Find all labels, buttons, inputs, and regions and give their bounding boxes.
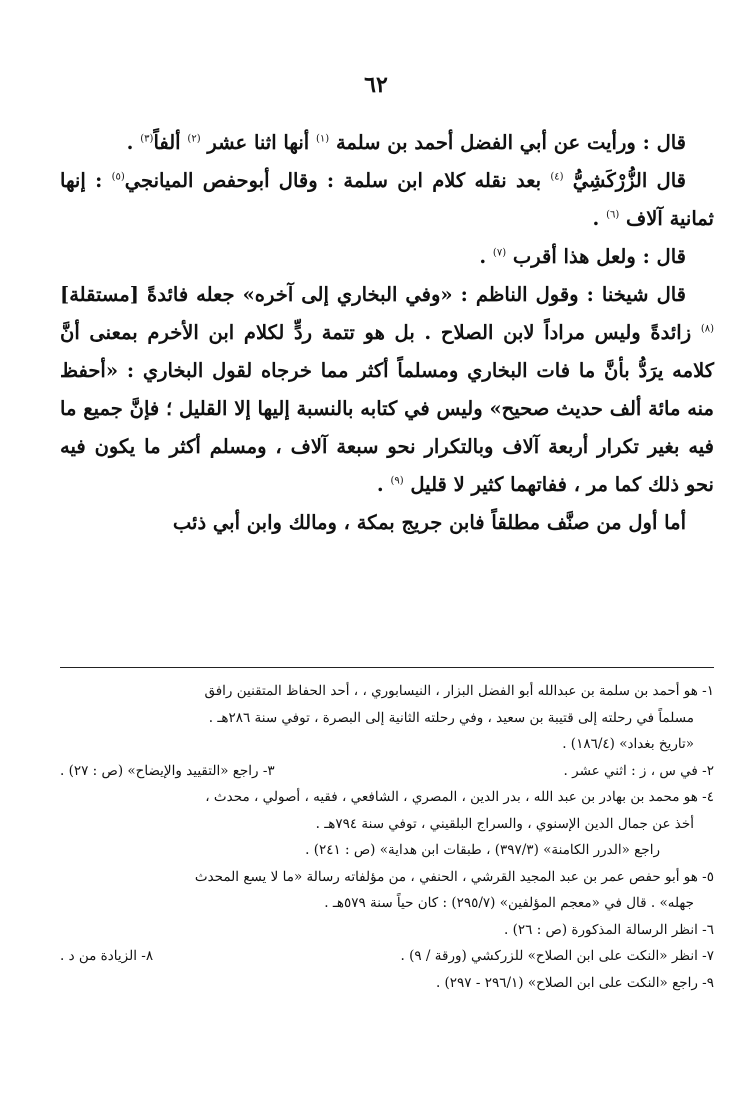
footnote-1-cont: مسلماً في رحلته إلى قتيبة بن سعيد ، وفي رحلته الثانية إلى البصرة ، توفي سنة ٢٨٦هـ . — [208, 709, 694, 726]
paragraph-3: قال : ولعل هذا أقرب $^{(٧)}$ . — [479, 245, 686, 268]
footnote-ref-9[interactable]: (٩) — [390, 475, 404, 487]
footnote-ref-5[interactable]: (٥) — [111, 171, 125, 183]
footnote-ref-7[interactable]: (٧) — [492, 247, 507, 259]
footnote-row-7-8 — [60, 943, 714, 970]
main-text — [60, 124, 714, 542]
footnote-5-cont: جهله» . قال في «معجم المؤلفين» (٢٩٥/٧) : كان حياً سنة ٥٧٩هـ . — [324, 895, 694, 911]
footnote-6: ٦- انظر الرسالة المذكورة (ص : ٢٦) . — [504, 921, 714, 938]
footnote-4-cont: أخذ عن جمال الدين الإسنوي ، والسراج البلقيني ، توفي سنة ٧٩٤هـ . — [315, 815, 694, 832]
footnote-2: ٢- في س ، ز : اثني عشر . — [563, 762, 714, 779]
footnote-5: ٥- هو أبو حفص عمر بن عبد المجيد القرشي ، الحنفي ، من مؤلفاته رسالة «ما لا يسع المحدث — [194, 868, 714, 885]
footnote-divider — [60, 667, 714, 668]
footnote-ref-1[interactable]: (١) — [316, 133, 330, 145]
footnote-ref-4[interactable]: (٤) — [550, 171, 564, 183]
footnote-9: ٩- راجع «النكت على ابن الصلاح» (٢٩٦/١ - ٢٩٧) . — [435, 974, 714, 991]
paragraph-4: قال شيخنا : وقول الناظم : «وفي البخاري إلى آخره» جعله فائدةً [مستقلة] $^{(٨)}$ زائدةً وليس مراداً لابن الصلاح . بل هو تتمة ردٍّ لكلام ابن الأخرم بمعنى أنَّ كلامه يرَدُّ بأنَّ ما فات البخاري ومسلماً أكثر مما خرجاه لقول البخاري : «أحفظ منه مائة ألف حديث صحيح» وليس في كتابه بالنسبة إليها إلا القليل ؛ فإنَّ جميع ما فيه بغير تكرار أربعة آلاف وبالتكرار نحو سبعة آلاف ، ومسلم أكثر ما يكون فيه نحو ذلك كما مر ، ففاتهما كثير لا قليل $^{(٩)}$ . — [60, 283, 714, 496]
footnote-1-source: «تاريخ بغداد» (١٨٦/٤) . — [562, 736, 694, 752]
footnote-ref-6[interactable]: (٦) — [606, 209, 620, 221]
footnote-ref-2[interactable]: (٢) — [187, 133, 201, 145]
paragraph-2: قال الزُّرْكَشِيُّ $^{(٤)}$ بعد نقله كلام ابن سلمة : وقال أبوحفص الميانجي$^{(٥)}$ : إنها ثمانية آلاف $^{(٦)}$ . — [60, 169, 714, 230]
footnote-8: ٨- الزيادة من د . — [60, 948, 154, 964]
footnote-ref-8[interactable]: (٨) — [700, 323, 714, 335]
footnotes — [60, 678, 714, 996]
footnote-7: ٧- انظر «النكت على ابن الصلاح» للزركشي (ورقة / ٩) . — [400, 948, 714, 964]
footnote-3: ٣- راجع «التقييد والإيضاح» (ص : ٢٧) . — [60, 762, 275, 779]
footnote-row-2-3 — [60, 758, 714, 785]
paragraph-1: قال : ورأيت عن أبي الفضل أحمد بن سلمة $^{(١)}$ أنها اثنا عشر $^{(٢)}$ ألفاً$^{(٣)}$ . — [126, 131, 686, 154]
footnote-ref-3[interactable]: (٣) — [140, 133, 154, 145]
footnote-1: ١- هو أحمد بن سلمة بن عبدالله أبو الفضل البزار ، النيسابوري ، ، أحد الحفاظ المتقنين رافق — [204, 683, 714, 699]
page-number: ٦٢ — [364, 72, 388, 98]
paragraph-5: أما أول من صنَّف مطلقاً فابن جريج بمكة ، ومالك وابن أبي ذئب — [172, 511, 686, 534]
footnote-4-source: راجع «الدرر الكامنة» (٣٩٧/٣) ، طبقات ابن هداية» (ص : ٢٤١) . — [305, 842, 660, 858]
footnote-4: ٤- هو محمد بن بهادر بن عبد الله ، بدر الدين ، المصري ، الشافعي ، فقيه ، أصولي ، محدث ، — [205, 789, 714, 805]
